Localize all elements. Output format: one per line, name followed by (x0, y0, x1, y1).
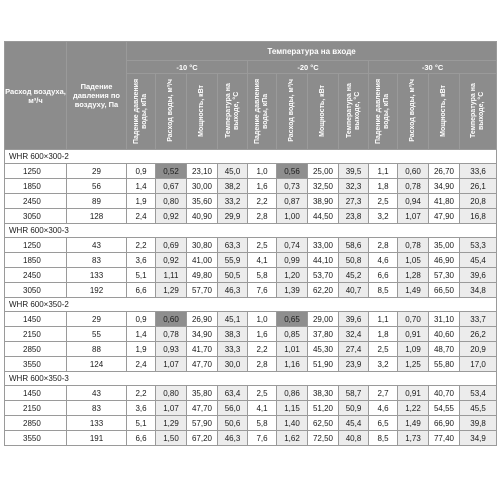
value-cell: 53,4 (460, 386, 497, 401)
header-temp-minus-20: -20 °C (248, 61, 369, 74)
subheader-label: Расход воды, м³/ч (409, 79, 416, 142)
performance-table-container (4, 41, 496, 446)
airflow-cell: 3050 (5, 283, 67, 298)
subheader-label: Мощность, кВт (319, 84, 326, 137)
airflow-cell: 3550 (5, 357, 67, 372)
value-cell: 23,8 (339, 209, 369, 224)
value-cell: 48,70 (429, 342, 460, 357)
value-cell: 1,4 (127, 179, 156, 194)
value-cell: 23,10 (187, 164, 218, 179)
table-row (5, 312, 497, 327)
value-cell: 50,8 (339, 253, 369, 268)
model-name: WHR 600×350-2 (5, 298, 497, 312)
value-cell: 0,78 (156, 327, 187, 342)
table-row (5, 164, 497, 179)
value-cell: 0,92 (156, 253, 187, 268)
table-row (5, 209, 497, 224)
value-cell: 57,70 (187, 283, 218, 298)
value-cell: 44,50 (308, 209, 339, 224)
value-cell: 57,90 (187, 416, 218, 431)
value-cell: 44,10 (308, 253, 339, 268)
heater-performance-table (4, 41, 497, 446)
pressure-drop-cell: 56 (67, 179, 127, 194)
value-cell: 40,70 (429, 386, 460, 401)
airflow-cell: 1850 (5, 179, 67, 194)
table-row (5, 342, 497, 357)
value-cell: 1,29 (156, 283, 187, 298)
value-cell: 25,00 (308, 164, 339, 179)
airflow-cell: 2850 (5, 342, 67, 357)
value-cell: 4,1 (248, 401, 277, 416)
value-cell: 31,10 (429, 312, 460, 327)
pressure-drop-cell: 83 (67, 253, 127, 268)
value-cell: 1,39 (277, 283, 308, 298)
value-cell: 38,2 (218, 179, 248, 194)
value-cell: 51,20 (308, 401, 339, 416)
value-cell: 1,6 (248, 327, 277, 342)
value-cell: 38,30 (308, 386, 339, 401)
value-cell: 3,2 (369, 209, 398, 224)
header-temp-minus-30: -30 °C (369, 61, 497, 74)
table-row (5, 194, 497, 209)
value-cell: 34,8 (460, 283, 497, 298)
value-cell: 0,9 (127, 312, 156, 327)
value-cell: 0,60 (156, 312, 187, 327)
value-cell: 26,90 (187, 312, 218, 327)
model-name: WHR 600×300-2 (5, 150, 497, 164)
subheader-label: Расход воды, м³/ч (288, 79, 295, 142)
value-cell: 57,30 (429, 268, 460, 283)
value-cell: 0,56 (277, 164, 308, 179)
value-cell: 39,5 (339, 164, 369, 179)
value-cell: 50,9 (339, 401, 369, 416)
value-cell: 4,6 (369, 401, 398, 416)
value-cell: 40,8 (339, 431, 369, 446)
model-name: WHR 600×300-3 (5, 224, 497, 238)
value-cell: 33,3 (218, 342, 248, 357)
value-cell: 47,70 (187, 401, 218, 416)
value-cell: 23,9 (339, 357, 369, 372)
value-cell: 5,8 (248, 268, 277, 283)
value-cell: 50,5 (218, 268, 248, 283)
value-cell: 20,8 (460, 194, 497, 209)
value-cell: 1,49 (398, 283, 429, 298)
value-cell: 34,9 (460, 431, 497, 446)
value-cell: 5,1 (127, 416, 156, 431)
value-cell: 8,5 (369, 431, 398, 446)
pressure-drop-cell: 43 (67, 238, 127, 253)
value-cell: 58,7 (339, 386, 369, 401)
airflow-cell: 1450 (5, 386, 67, 401)
value-cell: 45,1 (218, 312, 248, 327)
airflow-cell: 2450 (5, 194, 67, 209)
value-cell: 50,6 (218, 416, 248, 431)
value-cell: 1,0 (248, 312, 277, 327)
value-cell: 66,90 (429, 416, 460, 431)
value-cell: 1,8 (369, 327, 398, 342)
value-cell: 7,6 (248, 431, 277, 446)
value-cell: 41,00 (187, 253, 218, 268)
pressure-drop-cell: 43 (67, 386, 127, 401)
value-cell: 3,2 (369, 357, 398, 372)
airflow-cell: 2850 (5, 416, 67, 431)
value-cell: 35,60 (187, 194, 218, 209)
value-cell: 33,2 (218, 194, 248, 209)
value-cell: 62,20 (308, 283, 339, 298)
value-cell: 8,5 (369, 283, 398, 298)
subheader-outlet-temp-t2 (460, 74, 497, 150)
value-cell: 1,00 (277, 209, 308, 224)
table-row (5, 179, 497, 194)
subheader-label: Температура на выходе, °C (470, 83, 486, 138)
airflow-cell: 3550 (5, 431, 67, 446)
value-cell: 7,6 (248, 283, 277, 298)
table-row (5, 268, 497, 283)
subheader-water-pressure-drop-t1 (248, 74, 277, 150)
value-cell: 39,6 (460, 268, 497, 283)
value-cell: 1,29 (156, 416, 187, 431)
value-cell: 26,70 (429, 164, 460, 179)
value-cell: 0,69 (156, 238, 187, 253)
pressure-drop-cell: 29 (67, 312, 127, 327)
value-cell: 1,9 (127, 342, 156, 357)
value-cell: 1,6 (248, 179, 277, 194)
subheader-water-flow-t2 (398, 74, 429, 150)
value-cell: 1,07 (156, 357, 187, 372)
table-row (5, 238, 497, 253)
value-cell: 32,3 (339, 179, 369, 194)
value-cell: 1,07 (398, 209, 429, 224)
value-cell: 0,78 (398, 179, 429, 194)
value-cell: 55,9 (218, 253, 248, 268)
subheader-label: Температура на выходе, °C (345, 83, 361, 138)
value-cell: 5,8 (248, 416, 277, 431)
value-cell: 47,70 (187, 357, 218, 372)
subheader-power-t2 (429, 74, 460, 150)
value-cell: 46,3 (218, 283, 248, 298)
value-cell: 34,90 (429, 179, 460, 194)
value-cell: 47,90 (429, 209, 460, 224)
airflow-cell: 2150 (5, 327, 67, 342)
value-cell: 67,20 (187, 431, 218, 446)
value-cell: 1,8 (369, 179, 398, 194)
pressure-drop-cell: 83 (67, 401, 127, 416)
value-cell: 46,3 (218, 431, 248, 446)
pressure-drop-cell: 191 (67, 431, 127, 446)
subheader-power-t1 (308, 74, 339, 150)
table-row (5, 327, 497, 342)
value-cell: 66,50 (429, 283, 460, 298)
value-cell: 1,49 (398, 416, 429, 431)
pressure-drop-cell: 128 (67, 209, 127, 224)
header-pressure-drop: Падение давления по воздуху, Па (67, 42, 127, 150)
value-cell: 26,2 (460, 327, 497, 342)
subheader-label: Падение давления воды, кПа (133, 77, 148, 144)
value-cell: 1,9 (127, 194, 156, 209)
value-cell: 3,6 (127, 253, 156, 268)
value-cell: 46,90 (429, 253, 460, 268)
value-cell: 0,92 (156, 209, 187, 224)
airflow-cell: 1450 (5, 312, 67, 327)
value-cell: 0,65 (277, 312, 308, 327)
value-cell: 2,5 (369, 194, 398, 209)
value-cell: 1,28 (398, 268, 429, 283)
value-cell: 0,87 (277, 194, 308, 209)
value-cell: 16,8 (460, 209, 497, 224)
value-cell: 39,6 (339, 312, 369, 327)
value-cell: 53,70 (308, 268, 339, 283)
value-cell: 6,6 (127, 283, 156, 298)
value-cell: 30,80 (187, 238, 218, 253)
table-row (5, 416, 497, 431)
value-cell: 26,1 (460, 179, 497, 194)
subheader-outlet-temp-t0 (218, 74, 248, 150)
value-cell: 39,8 (460, 416, 497, 431)
value-cell: 33,7 (460, 312, 497, 327)
value-cell: 1,25 (398, 357, 429, 372)
value-cell: 0,80 (156, 194, 187, 209)
subheader-water-pressure-drop-t2 (369, 74, 398, 150)
value-cell: 51,90 (308, 357, 339, 372)
value-cell: 55,80 (429, 357, 460, 372)
value-cell: 72,50 (308, 431, 339, 446)
table-row (5, 253, 497, 268)
value-cell: 1,50 (156, 431, 187, 446)
model-group-row (5, 150, 497, 164)
value-cell: 1,22 (398, 401, 429, 416)
value-cell: 2,4 (127, 209, 156, 224)
subheader-label: Мощность, кВт (440, 84, 447, 137)
value-cell: 6,5 (369, 416, 398, 431)
value-cell: 0,93 (156, 342, 187, 357)
value-cell: 30,0 (218, 357, 248, 372)
value-cell: 1,1 (369, 164, 398, 179)
model-name: WHR 600×350-3 (5, 372, 497, 386)
value-cell: 1,62 (277, 431, 308, 446)
value-cell: 0,73 (277, 179, 308, 194)
value-cell: 1,73 (398, 431, 429, 446)
pressure-drop-cell: 124 (67, 357, 127, 372)
value-cell: 4,1 (248, 253, 277, 268)
value-cell: 1,15 (277, 401, 308, 416)
value-cell: 37,80 (308, 327, 339, 342)
airflow-cell: 3050 (5, 209, 67, 224)
subheader-label: Мощность, кВт (198, 84, 205, 137)
subheader-label: Расход воды, м³/ч (167, 79, 174, 142)
value-cell: 45,30 (308, 342, 339, 357)
value-cell: 2,5 (369, 342, 398, 357)
value-cell: 35,80 (187, 386, 218, 401)
value-cell: 77,40 (429, 431, 460, 446)
value-cell: 1,4 (127, 327, 156, 342)
value-cell: 33,6 (460, 164, 497, 179)
value-cell: 45,2 (339, 268, 369, 283)
value-cell: 1,20 (277, 268, 308, 283)
airflow-cell: 2450 (5, 268, 67, 283)
value-cell: 0,85 (277, 327, 308, 342)
model-group-row (5, 224, 497, 238)
subheader-water-flow-t1 (277, 74, 308, 150)
value-cell: 0,74 (277, 238, 308, 253)
pressure-drop-cell: 89 (67, 194, 127, 209)
table-row (5, 283, 497, 298)
value-cell: 2,8 (248, 209, 277, 224)
value-cell: 4,6 (369, 253, 398, 268)
value-cell: 54,55 (429, 401, 460, 416)
value-cell: 53,3 (460, 238, 497, 253)
value-cell: 38,90 (308, 194, 339, 209)
value-cell: 6,6 (369, 268, 398, 283)
value-cell: 0,78 (398, 238, 429, 253)
value-cell: 33,00 (308, 238, 339, 253)
subheader-water-flow-t0 (156, 74, 187, 150)
value-cell: 35,00 (429, 238, 460, 253)
model-group-row (5, 372, 497, 386)
airflow-cell: 2150 (5, 401, 67, 416)
subheader-label: Температура на выходе, °C (224, 83, 240, 138)
value-cell: 63,3 (218, 238, 248, 253)
value-cell: 29,00 (308, 312, 339, 327)
pressure-drop-cell: 192 (67, 283, 127, 298)
value-cell: 34,90 (187, 327, 218, 342)
value-cell: 38,3 (218, 327, 248, 342)
value-cell: 2,2 (248, 194, 277, 209)
value-cell: 40,90 (187, 209, 218, 224)
value-cell: 1,16 (277, 357, 308, 372)
table-body (5, 150, 497, 446)
value-cell: 45,4 (460, 253, 497, 268)
value-cell: 1,40 (277, 416, 308, 431)
value-cell: 32,50 (308, 179, 339, 194)
value-cell: 49,80 (187, 268, 218, 283)
header-temp-minus-10: -10 °C (127, 61, 248, 74)
value-cell: 30,00 (187, 179, 218, 194)
value-cell: 0,91 (398, 327, 429, 342)
airflow-cell: 1850 (5, 253, 67, 268)
pressure-drop-cell: 29 (67, 164, 127, 179)
value-cell: 0,86 (277, 386, 308, 401)
value-cell: 56,0 (218, 401, 248, 416)
subheader-label: Падение давления воды, кПа (254, 77, 269, 144)
value-cell: 0,9 (127, 164, 156, 179)
value-cell: 2,2 (127, 238, 156, 253)
value-cell: 2,2 (127, 386, 156, 401)
value-cell: 1,0 (248, 164, 277, 179)
table-row (5, 357, 497, 372)
value-cell: 27,4 (339, 342, 369, 357)
airflow-cell: 1250 (5, 164, 67, 179)
value-cell: 1,11 (156, 268, 187, 283)
value-cell: 45,4 (339, 416, 369, 431)
pressure-drop-cell: 133 (67, 268, 127, 283)
value-cell: 45,5 (460, 401, 497, 416)
value-cell: 0,60 (398, 164, 429, 179)
value-cell: 1,1 (369, 312, 398, 327)
header-airflow: Расход воздуха, м³/ч (5, 42, 67, 150)
value-cell: 0,94 (398, 194, 429, 209)
table-row (5, 431, 497, 446)
value-cell: 20,9 (460, 342, 497, 357)
table-row (5, 386, 497, 401)
value-cell: 3,6 (127, 401, 156, 416)
value-cell: 62,50 (308, 416, 339, 431)
value-cell: 0,52 (156, 164, 187, 179)
table-row (5, 401, 497, 416)
value-cell: 2,7 (369, 386, 398, 401)
value-cell: 0,67 (156, 179, 187, 194)
pressure-drop-cell: 55 (67, 327, 127, 342)
value-cell: 6,6 (127, 431, 156, 446)
value-cell: 58,6 (339, 238, 369, 253)
pressure-drop-cell: 133 (67, 416, 127, 431)
value-cell: 1,01 (277, 342, 308, 357)
value-cell: 1,07 (156, 401, 187, 416)
value-cell: 0,70 (398, 312, 429, 327)
value-cell: 2,5 (248, 386, 277, 401)
subheader-outlet-temp-t1 (339, 74, 369, 150)
value-cell: 40,60 (429, 327, 460, 342)
value-cell: 1,09 (398, 342, 429, 357)
value-cell: 0,99 (277, 253, 308, 268)
value-cell: 2,2 (248, 342, 277, 357)
value-cell: 29,9 (218, 209, 248, 224)
value-cell: 2,8 (248, 357, 277, 372)
subheader-power-t0 (187, 74, 218, 150)
value-cell: 0,91 (398, 386, 429, 401)
subheader-water-pressure-drop-t0 (127, 74, 156, 150)
subheader-label: Падение давления воды, кПа (375, 77, 390, 144)
value-cell: 17,0 (460, 357, 497, 372)
value-cell: 40,7 (339, 283, 369, 298)
value-cell: 2,4 (127, 357, 156, 372)
value-cell: 63,4 (218, 386, 248, 401)
value-cell: 2,5 (248, 238, 277, 253)
value-cell: 27,3 (339, 194, 369, 209)
model-group-row (5, 298, 497, 312)
value-cell: 0,80 (156, 386, 187, 401)
header-inlet-temperature: Температура на входе (127, 42, 497, 61)
value-cell: 32,4 (339, 327, 369, 342)
value-cell: 5,1 (127, 268, 156, 283)
airflow-cell: 1250 (5, 238, 67, 253)
value-cell: 1,05 (398, 253, 429, 268)
value-cell: 41,80 (429, 194, 460, 209)
value-cell: 41,70 (187, 342, 218, 357)
value-cell: 45,0 (218, 164, 248, 179)
pressure-drop-cell: 88 (67, 342, 127, 357)
value-cell: 2,8 (369, 238, 398, 253)
